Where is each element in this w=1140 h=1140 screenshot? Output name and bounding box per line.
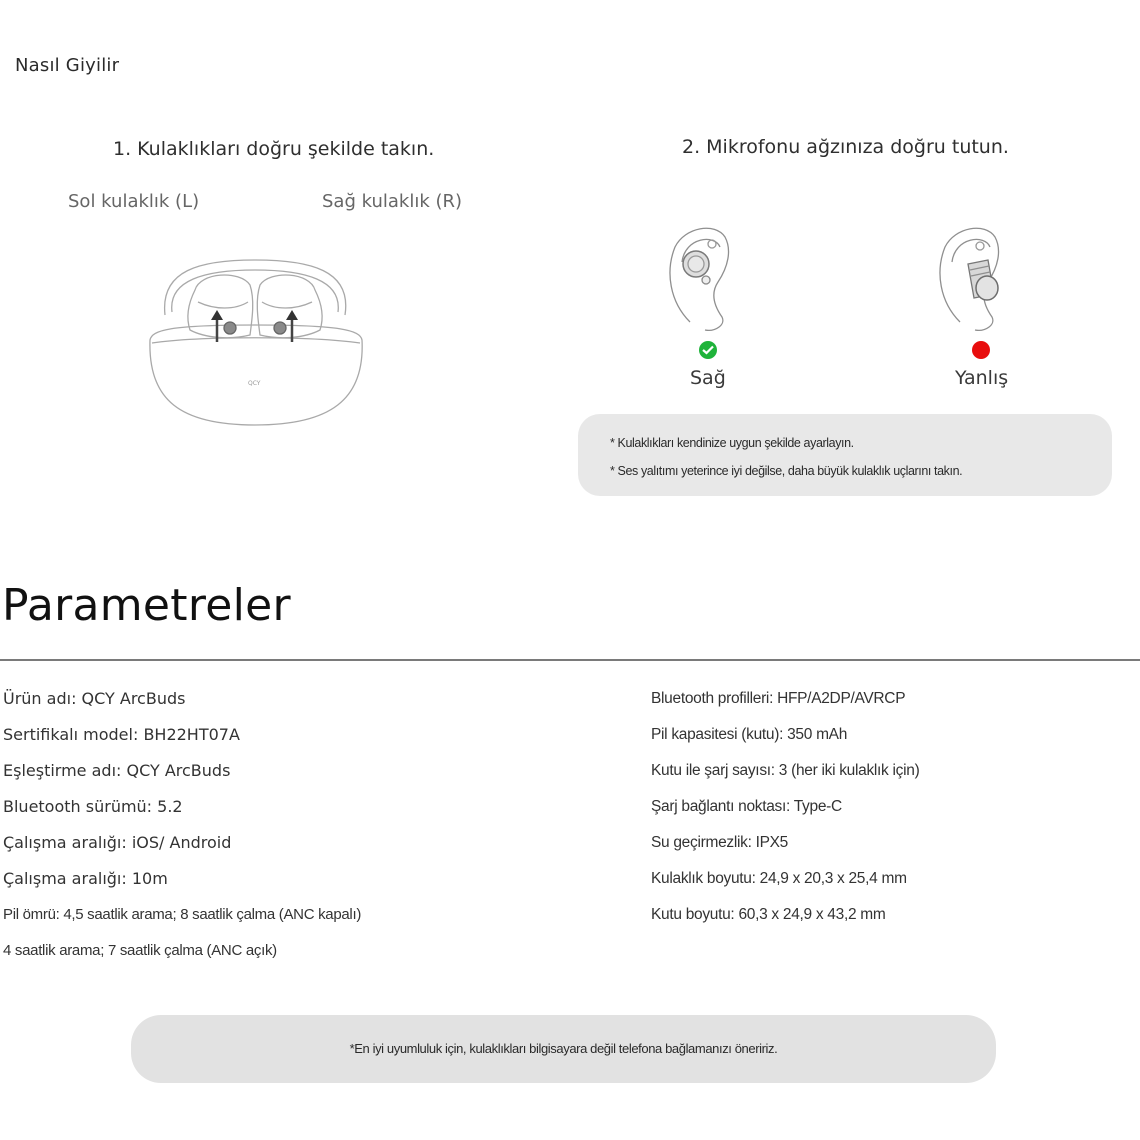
ear-correct-illustration (660, 222, 750, 342)
step1-title: 1. Kulaklıkları doğru şekilde takın. (113, 138, 435, 160)
spec-item: Çalışma aralığı: 10m (3, 869, 168, 888)
spec-item: Pil kapasitesi (kutu): 350 mAh (651, 726, 848, 743)
compatibility-note: *En iyi uyumluluk için, kulaklıkları bilgisayara değil telefona bağlamanızı öneririz. (349, 1041, 778, 1056)
spec-item: Kutu ile şarj sayısı: 3 (her iki kulaklık için) (651, 762, 920, 779)
spec-item: 4 saatlik arama; 7 saatlik çalma (ANC açık) (3, 942, 277, 959)
spec-item: Su geçirmezlik: IPX5 (651, 834, 788, 851)
spec-item: Kutu boyutu: 60,3 x 24,9 x 43,2 mm (651, 906, 886, 923)
spec-item: Eşleştirme adı: QCY ArcBuds (3, 761, 231, 780)
section-title: Nasıl Giyilir (15, 55, 120, 76)
spec-item: Bluetooth profilleri: HFP/A2DP/AVRCP (651, 690, 906, 707)
step2-title: 2. Mikrofonu ağzınıza doğru tutun. (682, 136, 1009, 158)
left-earbud-label: Sol kulaklık (L) (68, 191, 200, 212)
compatibility-note-box (131, 1015, 996, 1083)
tips-box (578, 414, 1112, 496)
wrong-label: Yanlış (955, 367, 1009, 389)
check-circle-icon (699, 341, 717, 359)
spec-item: Kulaklık boyutu: 24,9 x 20,3 x 25,4 mm (651, 870, 907, 887)
red-dot-icon (972, 341, 990, 359)
spec-list-right (651, 687, 919, 939)
spec-item: Şarj bağlantı noktası: Type-C (651, 798, 842, 815)
ear-wrong-illustration (930, 222, 1020, 342)
spec-item: Ürün adı: QCY ArcBuds (3, 689, 186, 708)
tip-text: * Ses yalıtımı yeterince iyi değilse, daha büyük kulaklık uçlarını takın. (610, 464, 963, 478)
spec-item: Çalışma aralığı: iOS/ Android (3, 833, 232, 852)
spec-item: Sertifikalı model: BH22HT07A (3, 725, 240, 744)
tip-text: * Kulaklıkları kendinize uygun şekilde ayarlayın. (610, 436, 854, 450)
spec-item: Bluetooth sürümü: 5.2 (3, 797, 183, 816)
svg-text:QCY: QCY (248, 380, 261, 387)
spec-list-left (3, 687, 361, 975)
divider (0, 659, 1140, 661)
right-earbud-label: Sağ kulaklık (R) (322, 191, 463, 212)
correct-label: Sağ (690, 367, 726, 389)
charging-case-illustration (140, 240, 370, 430)
parameters-title: Parametreler (2, 580, 291, 631)
spec-item: Pil ömrü: 4,5 saatlik arama; 8 saatlik çalma (ANC kapalı) (3, 906, 362, 923)
